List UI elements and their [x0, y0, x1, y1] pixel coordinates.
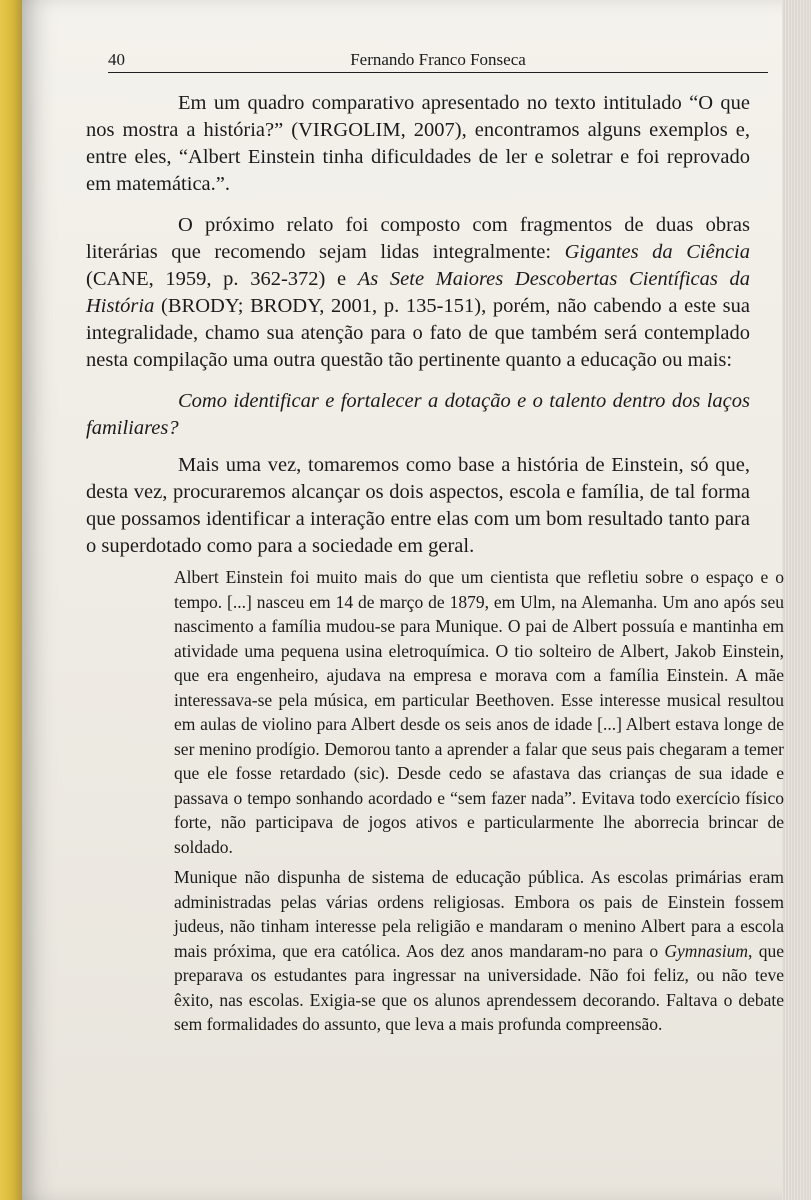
paragraph-2-text-a: O próximo relato foi composto com fragmentos de duas obras literárias que recomendo sejam lidas integralmente:: [86, 214, 750, 263]
paragraph-3: Mais uma vez, tomaremos como base a história de Einstein, só que, desta vez, procuraremos alcançar os dois aspectos, escola e família, de tal forma que possamos identificar a interação entre elas com um bom resultado tanto para o superdotado como para a sociedade em geral.: [86, 454, 750, 557]
paragraph-2-text-c: (BRODY; BRODY, 2001, p. 135-151), porém, não cabendo a este sua integralidade, chamo sua atenção para o fato de que também será contemplado nesta compilação uma outra questão tão pertinente quanto a educação ou mais:: [86, 295, 750, 371]
quote-paragraph-2: [174, 865, 784, 1037]
book-binding-edge: [0, 0, 22, 1200]
page-number: 40: [108, 50, 125, 69]
book-title-gigantes: Gigantes da Ciência: [564, 241, 750, 263]
quote-paragraph-1: Albert Einstein foi muito mais do que um cientista que refletiu sobre o espaço e o tempo. [...] nasceu em 14 de março de 1879, em Ulm, na Alemanha. Um ano após seu nascimento a família mudou-se para Munique. O pai de Albert possuía e mantinha em atividade uma pequena usina eletroquímica. O tio solteiro de Albert, Jakob Einstein, que era engenheiro, ajudava na empresa e morava com a família Einstein. A mãe interessava-se pela música, em particular Beethoven. Esse interesse musical resultou em aulas de violino para Albert desde os seis anos de idade [...] Albert estava longe de ser menino prodígio. Demorou tanto a aprender a falar que seus pais chegaram a temer que ele fosse retardado (sic). Desde cedo se afastava das crianças de sua idade e passava o tempo sonhando acordado e “sem fazer nada”. Evitava todo exercício físico forte, não participava de jogos ativos e particularmente lhe aborrecia brincar de soldado.: [174, 567, 784, 857]
paragraph-1: Em um quadro comparativo apresentado no texto intitulado “O que nos mostra a história?” (VIRGOLIM, 2007), encontramos alguns exemplos e, entre eles, “Albert Einstein tinha dificuldades de ler e soletrar e foi reprovado em matemática.”.: [86, 92, 750, 195]
quote-paragraph-2-text-b: , que preparava os estudantes para ingressar na universidade. Não foi feliz, ou não teve êxito, nas escolas. Exigia-se que os alunos aprendessem decorando. Faltava o debate sem formalidades do assunto, que leva a mais profunda compreensão.: [174, 940, 784, 1034]
italic-question: Como identificar e fortalecer a dotação e o talento dentro dos laços familiares?: [86, 390, 750, 439]
gymnasium-term: Gymnasium: [664, 940, 749, 961]
page-header: [108, 50, 768, 73]
paragraph-2: [86, 212, 750, 374]
main-body-text: [86, 90, 750, 574]
paragraph-2-text-b: (CANE, 1959, p. 362-372) e: [86, 268, 358, 290]
running-head-author: Fernando Franco Fonseca: [350, 50, 526, 69]
book-title-sete-maiores: As Sete Maiores Descobertas Científicas da História: [86, 268, 750, 317]
quote-paragraph-2-text-a: Munique não dispunha de sistema de educação pública. As escolas primárias eram administradas pelas várias ordens religiosas. Embora os pais de Einstein fossem judeus, não tinham interesse pela religião e mandaram o menino Albert para a escola mais próxima, que era católica. Aos dez anos mandaram-no para o: [174, 867, 784, 961]
block-quote: [174, 565, 784, 1043]
page-stack-edge: [781, 0, 811, 1200]
